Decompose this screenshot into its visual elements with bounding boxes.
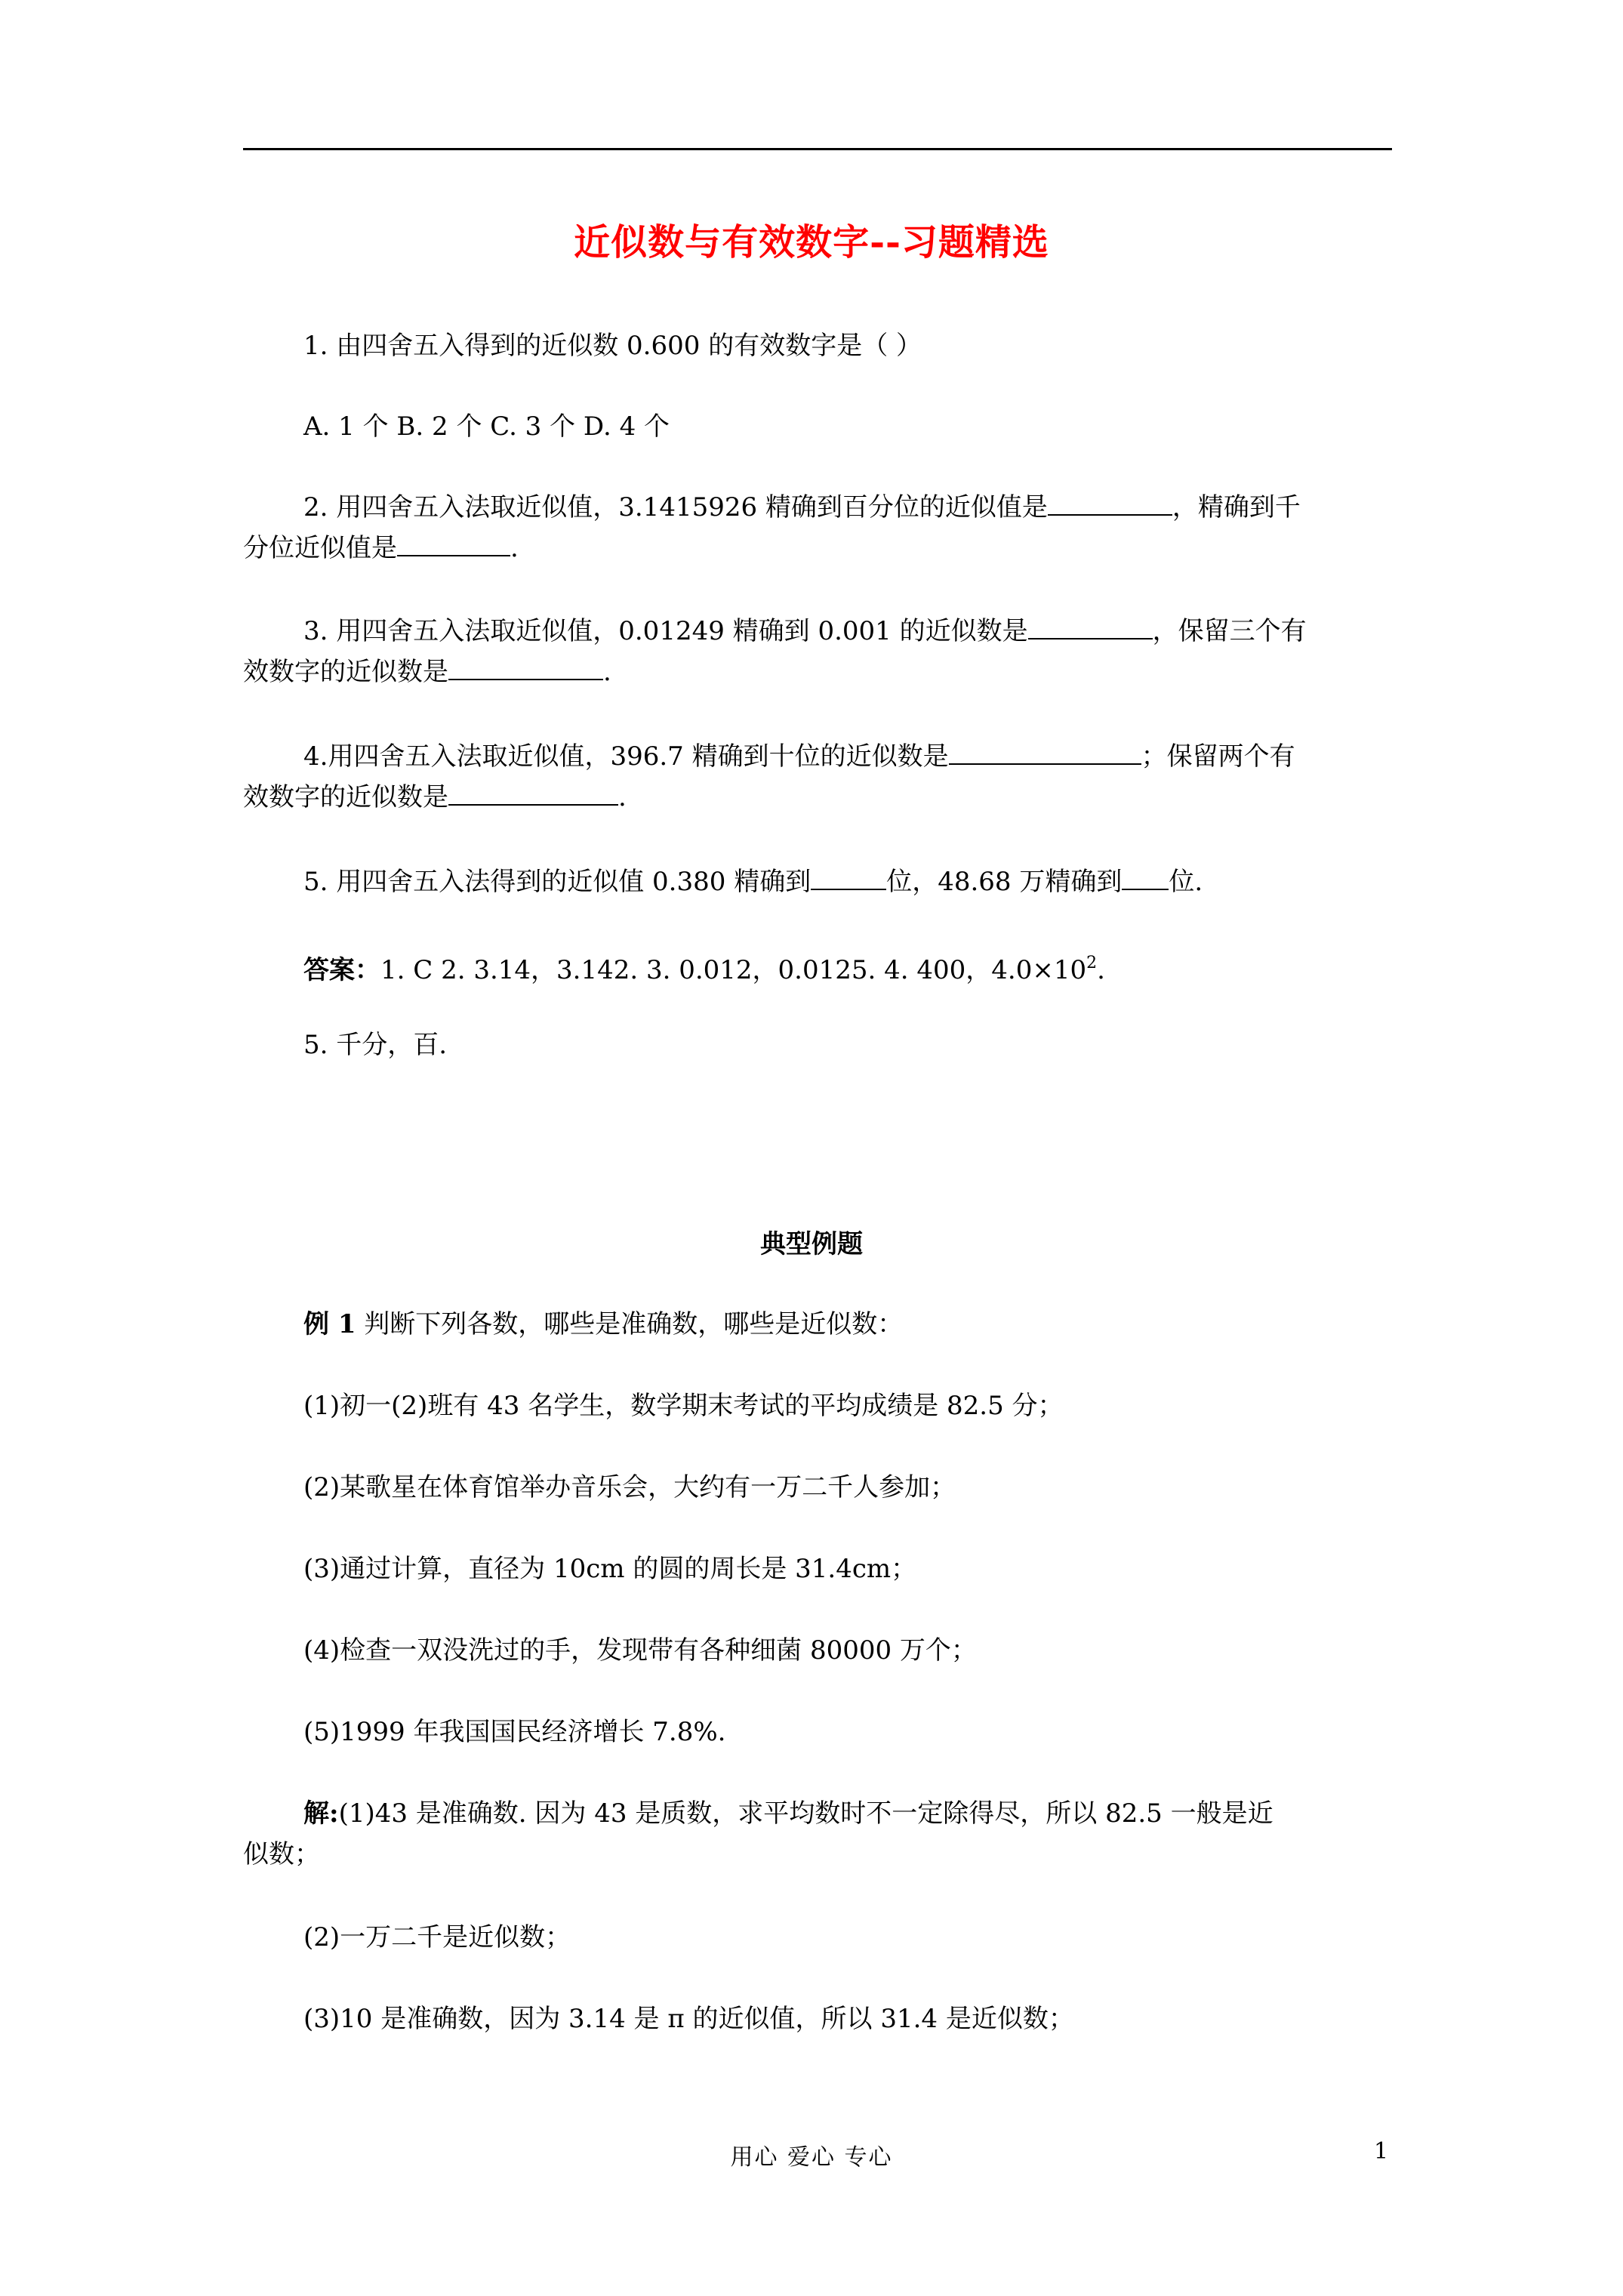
answers-line-2: 5. 千分，百. [303, 1030, 448, 1060]
solution-1 [243, 1791, 1452, 1836]
solution-label: 解: [303, 1798, 339, 1829]
solution-2 [243, 1915, 1452, 1960]
solution-3-text: (3)10 是准确数，因为 3.14 是 π 的近似值，所以 31.4 是近似数； [303, 2004, 1074, 2034]
question-4-text-a: 4.用四舍五入法取近似值，396.7 精确到十位的近似数是 [303, 741, 949, 772]
answer-blank[interactable] [448, 650, 603, 680]
answers [243, 941, 1452, 993]
example-item-3 [243, 1546, 1452, 1592]
question-1 [243, 323, 1452, 368]
answers-label: 答案： [303, 955, 380, 985]
answer-blank[interactable] [397, 526, 510, 556]
question-4-text-c: 效数字的近似数是 [243, 782, 448, 812]
answer-blank[interactable] [949, 735, 1141, 765]
question-5 [243, 859, 1452, 905]
example-1-label: 例 1 [303, 1309, 356, 1339]
question-1-options-text: A. 1 个 B. 2 个 C. 3 个 D. 4 个 [303, 411, 670, 442]
question-3-text-a: 3. 用四舍五入法取近似值，0.01249 精确到 0.001 的近似数是 [303, 616, 1028, 646]
solution-2-text: (2)一万二千是近似数； [303, 1922, 571, 1952]
answer-blank[interactable] [1122, 860, 1169, 890]
section-heading: 典型例题 [760, 1229, 863, 1259]
answer-blank[interactable] [1028, 609, 1153, 639]
question-5-text-b: 位，48.68 万精确到 [886, 867, 1123, 897]
question-2-text-b: ，精确到千 [1172, 492, 1301, 522]
solution-3 [243, 1996, 1452, 2042]
question-2 [243, 485, 1452, 530]
question-5-text-a: 5. 用四舍五入法得到的近似值 0.380 精确到 [303, 867, 812, 897]
answers-cont [243, 1022, 1452, 1068]
example-item-5 [243, 1709, 1452, 1755]
question-3-text-c: 效数字的近似数是 [243, 657, 448, 687]
question-2-text-d: . [510, 533, 519, 563]
example-item-4 [243, 1628, 1452, 1673]
question-5-text-c: 位. [1169, 867, 1203, 897]
question-2-cont [243, 525, 1392, 571]
question-2-text-c: 分位近似值是 [243, 533, 397, 563]
question-4 [243, 734, 1452, 779]
example-item-text: (2)某歌星在体育馆举办音乐会，大约有一万二千人参加； [303, 1472, 956, 1502]
question-4-cont [243, 775, 1392, 820]
example-item-text: (5)1999 年我国国民经济增长 7.8%. [303, 1717, 726, 1747]
question-2-text-a: 2. 用四舍五入法取近似值，3.1415926 精确到百分位的近似值是 [303, 492, 1048, 522]
question-1-options [243, 404, 1452, 449]
example-1-text: 判断下列各数，哪些是准确数，哪些是近似数： [356, 1309, 904, 1339]
example-1 [243, 1302, 1452, 1347]
answer-blank[interactable] [811, 860, 886, 890]
solution-1-cont [243, 1832, 1392, 1877]
question-3 [243, 609, 1452, 654]
answers-line-1: 1. C 2. 3.14，3.142. 3. 0.012，0.0125. 4. 400，4.0×10 [380, 955, 1087, 985]
question-1-text: 1. 由四舍五入得到的近似数 0.600 的有效数字是（ ） [303, 331, 922, 361]
answer-blank[interactable] [448, 775, 618, 806]
example-item-2 [243, 1465, 1452, 1510]
question-3-cont [243, 649, 1392, 695]
answers-line-1-end: . [1097, 955, 1105, 985]
answer-blank[interactable] [1048, 485, 1172, 516]
example-item-text: (1)初一(2)班有 43 名学生，数学期末考试的平均成绩是 82.5 分； [303, 1391, 1064, 1421]
page-number: 1 [1374, 2138, 1389, 2165]
example-item-text: (4)检查一双没洗过的手，发现带有各种细菌 80000 万个； [303, 1635, 977, 1666]
header-rule [243, 148, 1392, 150]
question-4-text-b: ；保留两个有 [1141, 741, 1295, 772]
answers-superscript: 2 [1086, 954, 1098, 972]
example-item-1 [243, 1383, 1452, 1428]
example-item-text: (3)通过计算，直径为 10cm 的圆的周长是 31.4cm； [303, 1554, 917, 1584]
solution-1-text: (1)43 是准确数. 因为 43 是质数，求平均数时不一定除得尽，所以 82.5 一般是近 [338, 1798, 1273, 1829]
question-3-text-b: ，保留三个有 [1152, 616, 1307, 646]
footer-text: 用心 爱心 专心 [730, 2144, 893, 2171]
page-title: 近似数与有效数字--习题精选 [574, 221, 1049, 264]
question-4-text-d: . [618, 782, 627, 812]
question-3-text-d: . [603, 657, 611, 687]
solution-1-text-cont: 似数； [243, 1839, 320, 1869]
